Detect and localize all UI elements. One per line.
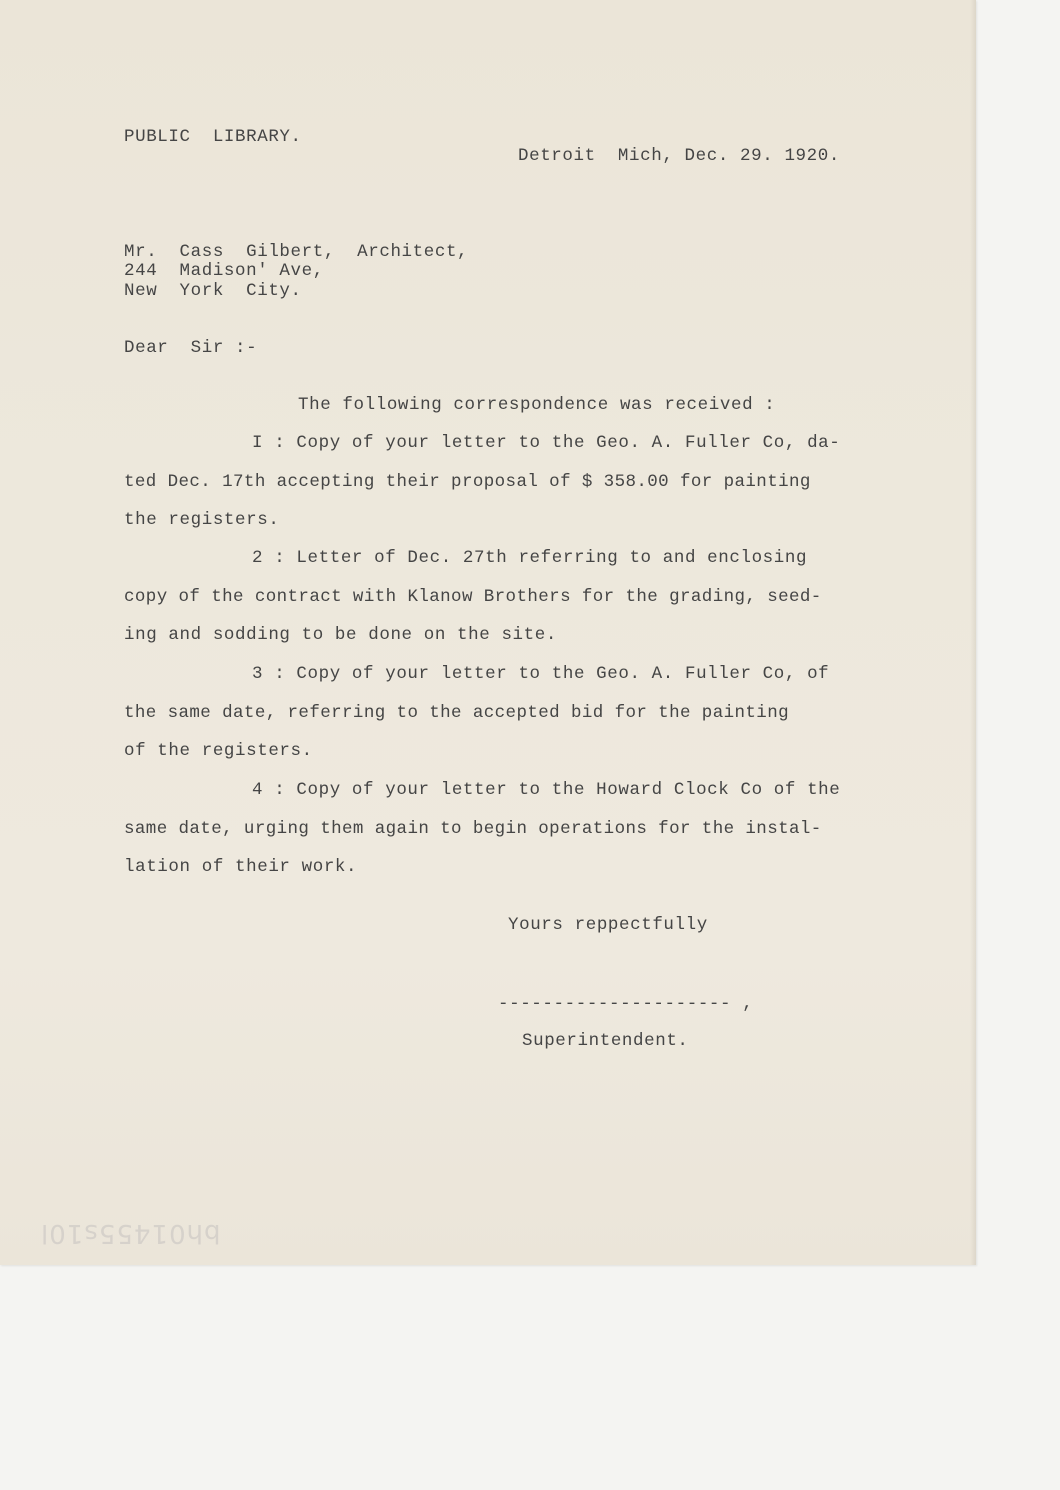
dateline: Detroit Mich, Dec. 29. 1920. [518, 146, 840, 166]
salutation: Dear Sir :- [124, 338, 258, 358]
signature-title: Superintendent. [522, 1031, 689, 1051]
item-2-line-1: 2 : Letter of Dec. 27th referring to and enclosing [252, 548, 808, 568]
recipient-line-3: New York City. [124, 281, 302, 301]
letterhead: PUBLIC LIBRARY. [124, 127, 302, 147]
closing: Yours reppectfully [508, 915, 708, 935]
item-4-line-1: 4 : Copy of your letter to the Howard Clock Co of the [252, 780, 841, 800]
item-1-line-2: ted Dec. 17th accepting their proposal of $ 358.00 for painting [124, 472, 811, 492]
item-1-line-3: the registers. [124, 510, 280, 530]
item-3-line-3: of the registers. [124, 741, 313, 761]
item-2-line-2: copy of the contract with Klanow Brothers for the grading, seed- [124, 587, 822, 607]
item-1-line-1: I : Copy of your letter to the Geo. A. Fuller Co, da- [252, 433, 841, 453]
item-2-line-3: ing and sodding to be done on the site. [124, 625, 557, 645]
item-4-line-2: same date, urging them again to begin operations for the instal- [124, 819, 822, 839]
signature-line: --------------------- , [498, 994, 754, 1014]
item-4-line-3: lation of their work. [124, 857, 358, 877]
archive-stamp: bh01455s10l [40, 1218, 221, 1248]
recipient-line-1: Mr. Cass Gilbert, Architect, [124, 242, 469, 262]
recipient-line-2: 244 Madison' Ave, [124, 261, 324, 281]
body-intro: The following correspondence was received : [298, 395, 776, 415]
item-3-line-2: the same date, referring to the accepted bid for the painting [124, 703, 790, 723]
item-3-line-1: 3 : Copy of your letter to the Geo. A. Fuller Co, of [252, 664, 830, 684]
